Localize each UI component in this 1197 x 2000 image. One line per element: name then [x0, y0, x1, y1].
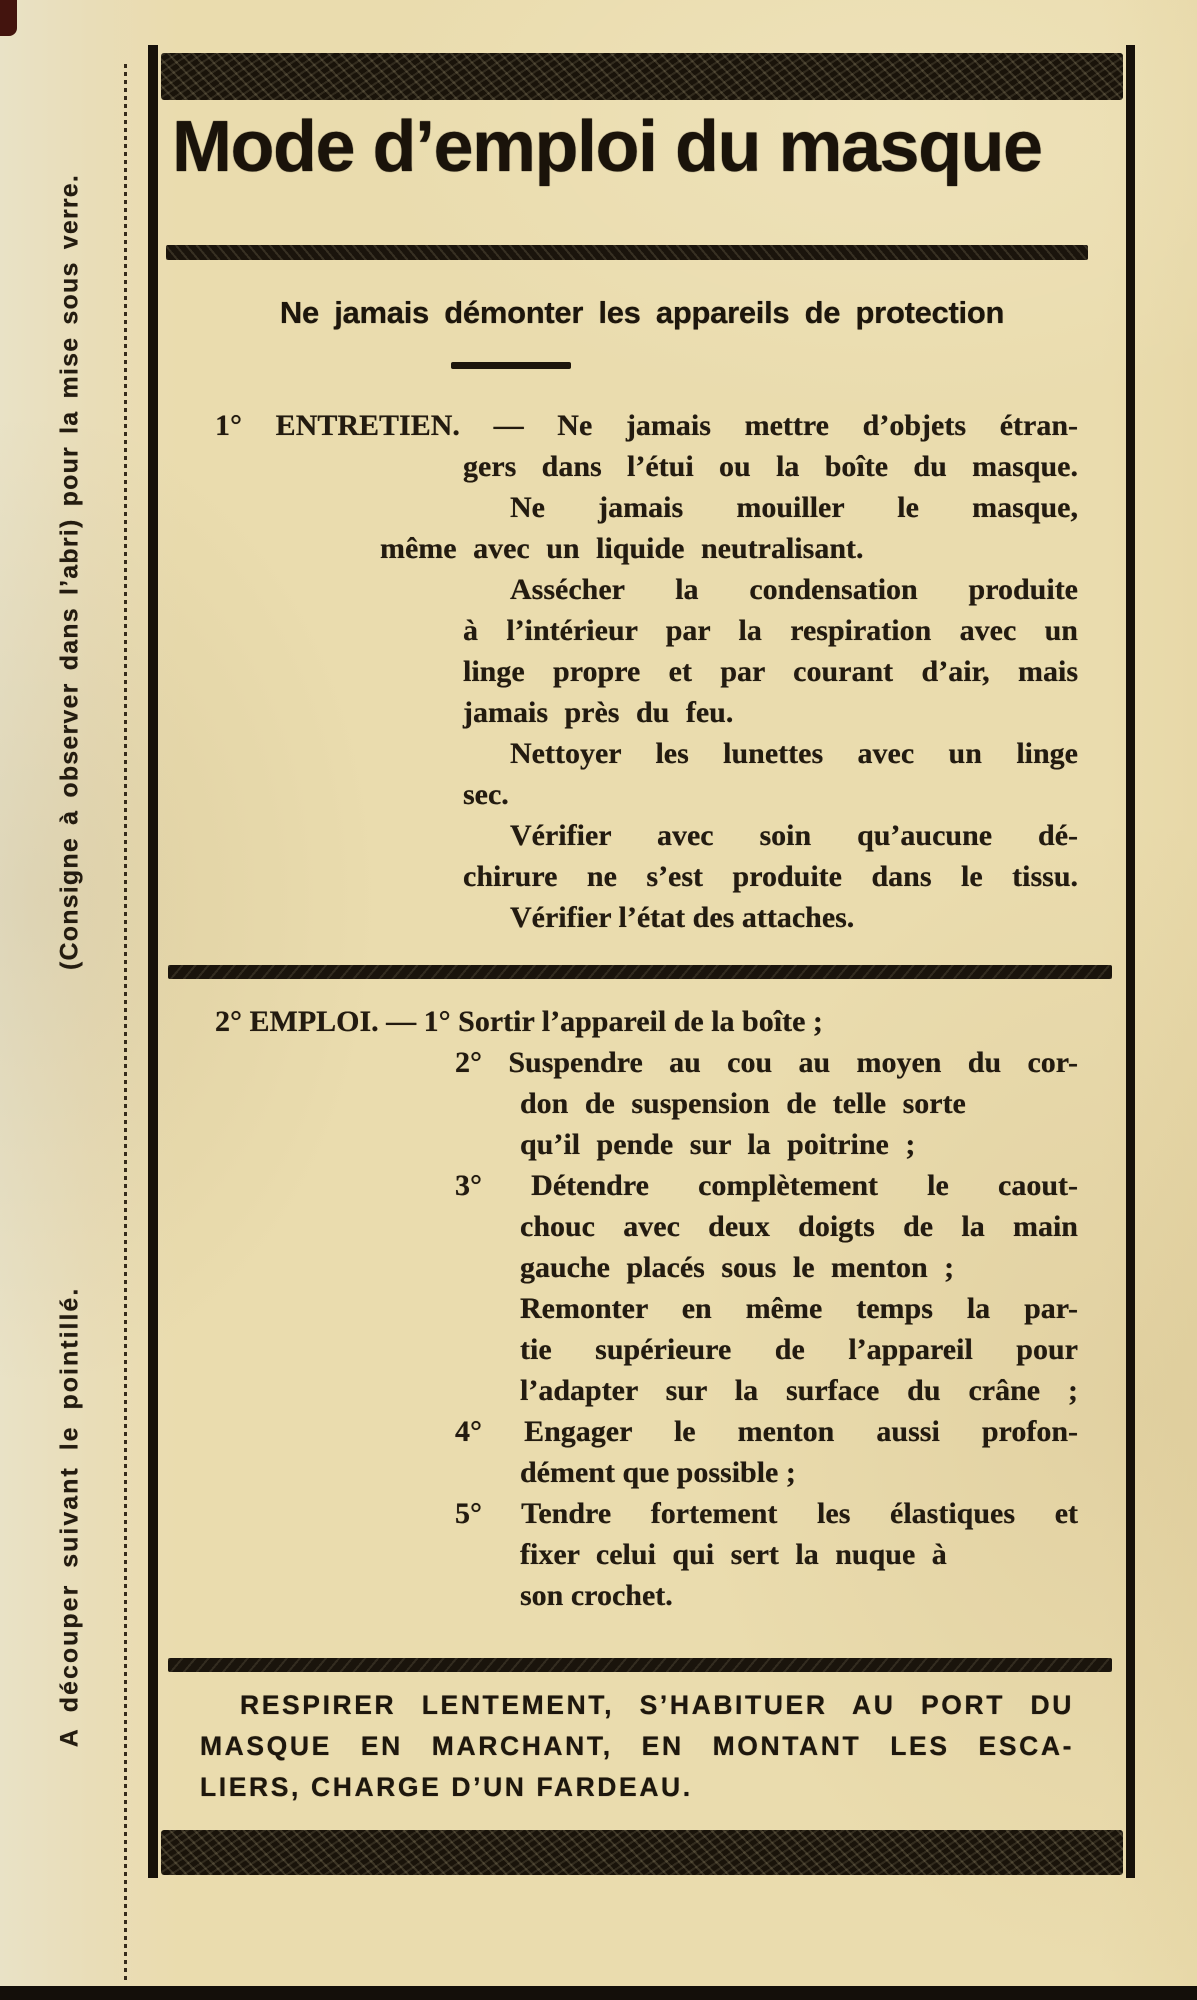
section-entretien [158, 405, 1126, 938]
emploi-lead-text: 1° Sortir l’appareil de la boîte ; [423, 1005, 823, 1038]
entretien-lead-line [215, 405, 1078, 446]
list-item-line: Remonter en même temps la par- [520, 1292, 1078, 1325]
paragraph-line: même avec un liquide neutralisant. [380, 532, 864, 565]
margin-note-bottom: A découper suivant le pointillé. [55, 1286, 84, 1748]
list-item-line: son crochet. [520, 1579, 673, 1612]
paragraph-line: jamais près du feu. [463, 696, 734, 729]
footer-line: RESPIRER LENTEMENT, S’HABITUER AU PORT DU [240, 1690, 1074, 1720]
paragraph-line: chirure ne s’est produite dans le tissu. [463, 860, 1078, 893]
list-item-line: tie supérieure de l’appareil pour [520, 1333, 1078, 1366]
list-item-line: chouc avec deux doigts de la main [520, 1210, 1078, 1243]
paragraph-line: Vérifier avec soin qu’aucune dé- [510, 819, 1078, 852]
instruction-card [148, 45, 1135, 1878]
list-item-line: dément que possible ; [520, 1456, 796, 1489]
list-item-line: 5° Tendre fortement les élastiques et [455, 1497, 1078, 1530]
footer-lines [200, 1685, 1074, 1808]
scan-edge [0, 1986, 1197, 2000]
corner-mark [0, 0, 17, 36]
card-subtitle: Ne jamais démonter les appareils de protection [279, 295, 1005, 330]
footer-note [158, 1685, 1126, 1808]
emploi-lines [215, 1042, 1078, 1616]
paragraph-line: Nettoyer les lunettes avec un linge [510, 737, 1078, 770]
paragraph-line: linge propre et par courant d’air, mais [463, 655, 1078, 688]
card-top-band [161, 53, 1123, 100]
list-item-line: don de suspension de telle sorte [520, 1087, 966, 1120]
margin-note-top: (Consigne à observer dans l’abri) pour la mise sous verre. [55, 173, 84, 971]
list-item-line: 4° Engager le menton aussi profon- [455, 1415, 1078, 1448]
footer-line: MASQUE EN MARCHANT, EN MONTANT LES ESCA- [200, 1731, 1074, 1761]
title-underline [166, 245, 1088, 260]
list-item-line: qu’il pende sur la poitrine ; [520, 1128, 916, 1161]
entretien-lines [215, 446, 1078, 938]
section-emploi [158, 1001, 1126, 1616]
paragraph-line: gers dans l’étui ou la boîte du masque. [463, 450, 1078, 483]
footer-divider [168, 1658, 1112, 1672]
list-item-line: fixer celui qui sert la nuque à [520, 1538, 947, 1571]
list-item-line: l’adapter sur la surface du crâne ; [520, 1374, 1078, 1407]
paragraph-line: Assécher la condensation produite [510, 573, 1078, 606]
dotted-cut-line [124, 64, 127, 1984]
list-item-line: 2° Suspendre au cou au moyen du cor- [455, 1046, 1078, 1079]
footer-line: LIERS, CHARGE D’UN FARDEAU. [200, 1772, 693, 1802]
entretien-label: 1° ENTRETIEN. — [215, 409, 558, 442]
list-item-line: 3° Détendre complètement le caout- [455, 1169, 1078, 1202]
paragraph-line: sec. [463, 778, 509, 811]
section-divider [168, 965, 1112, 979]
subtitle-rule [451, 362, 571, 369]
list-item-line: gauche placés sous le menton ; [520, 1251, 955, 1284]
emploi-lead-line [215, 1001, 1078, 1042]
card-title: Mode d’emploi du masque [172, 107, 1042, 187]
entretien-lead-text: Ne jamais mettre d’objets étran- [557, 409, 1078, 442]
paragraph-line: Vérifier l’état des attaches. [510, 901, 855, 934]
card-bottom-band [161, 1830, 1123, 1875]
emploi-label: 2° EMPLOI. — [215, 1005, 424, 1038]
paragraph-line: Ne jamais mouiller le masque, [510, 491, 1078, 524]
paragraph-line: à l’intérieur par la respiration avec un [463, 614, 1078, 647]
